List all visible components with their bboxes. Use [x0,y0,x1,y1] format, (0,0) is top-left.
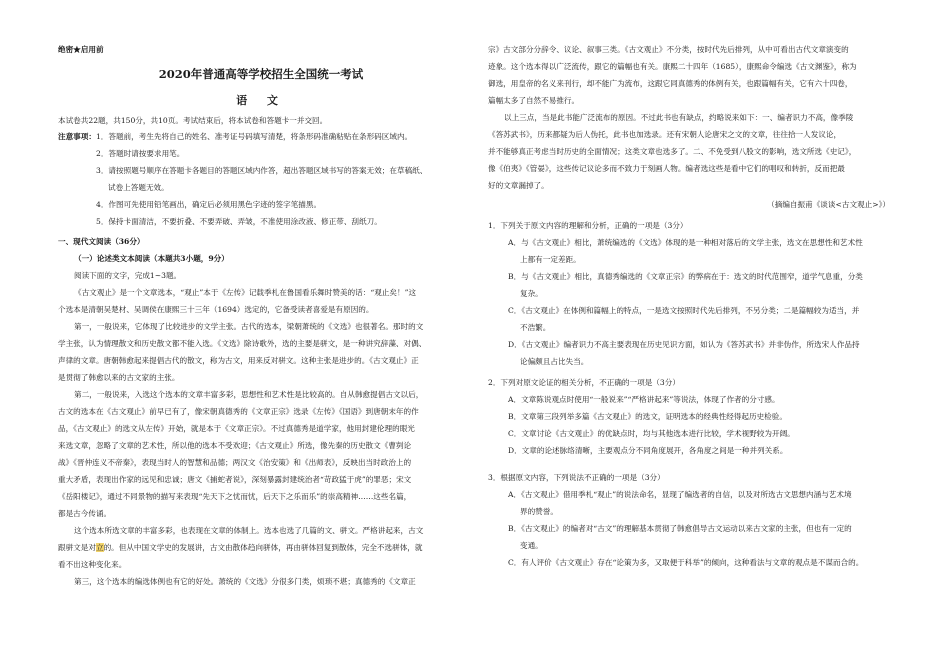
passage-line: 个选本是清朝吴楚材、吴调侯在康熙三十三年（1694）选定的，它备受读者喜爱是有原因的。 [58,305,374,314]
q2-option-c: C．文章讨论《古文观止》的优缺点时，均与其他选本进行比较，学术视野较为开阔。 [508,429,795,438]
passage-line: 御选，用皇帝的名义来刊行，却不能广为流布，这跟它同真德秀的体例有关，也跟篇幅有关，它有六十四卷， [488,79,853,88]
passage-line: 是贯彻了韩愈以来的古文家的主张。 [58,373,180,382]
question-3-stem: 3．根据原文内容，下列说法不正确的一项是（3分） [488,473,665,482]
passage-line: 《答苏武书》，历来都疑为后人伪托，此书也加选录。还有宋朝人论唐宋之文的文章，往往拾一人发议论， [488,130,842,139]
passage-line: 古文的选本在《古文观止》前早已有了，像宋朝真德秀的《文章正宗》选录《左传》《国语》到唐朝末年的作 [58,407,419,416]
q1-option-d-cont: 论偏颇且占比失当。 [520,357,589,366]
q3-option-b-cont: 变通。 [520,541,543,550]
q3-option-a-cont: 界的赞誉。 [520,507,558,516]
q1-option-b-cont: 复杂。 [520,289,543,298]
question-2-stem: 2．下列对原文论证的相关分析，不正确的一项是（3分） [488,378,680,387]
sub-section-heading: （一）论述类文本阅读（本题共3小题，9分） [74,254,229,263]
passage-line: 声律的文章。唐朝韩愈起来提倡古代的散文，称为古文，用来反对骈文。这种主张是进步的。《古文观止》正 [58,356,419,365]
passage-line: 这个选本所选文章的丰富多彩，也表现在文章的体制上。选本也选了几篇的文、骈文。严格讲起来，古文 [74,526,424,535]
highlighted-word: 立 [95,543,104,552]
passage-line: 好的文章漏掉了。 [488,181,549,190]
passage-source: （摘编自振甫《谈谈<古文观止>》） [767,200,890,209]
note-item-1: 1．答题前，考生先将自己的姓名、准考证号码填写清楚，将条形码准确粘贴在条形码区域内。 [95,132,413,141]
q2-option-a: A．文章陈说观点时使用“一般说来”“严格讲起来”等说法，体现了作者的分寸感。 [508,395,780,404]
passage-text: 跟骈文是对 [58,543,96,552]
note-item-2: 2．答题时请按要求用笔。 [96,149,185,158]
q1-option-c-cont: 不浩繁。 [520,323,551,332]
passage-line: 学主张，认为情理散文和历史散文都不能入选。《文选》除诗歌外，选的主要是骈文，是一种讲究辞藻、对偶、 [58,339,427,348]
q1-option-d: D．《古文观止》编者识力不高主要表现在历史见识方面，如认为《答苏武书》并非伪作，所选宋人作品持 [508,340,860,349]
q2-option-d: D．文章的论述脉络清晰，主要观点分不同角度展开，各角度之间是一种并列关系。 [508,446,788,455]
passage-line: 以上三点，当是此书能广泛流布的原因。不过此书也有缺点，约略说来如下：一、编者识力不高，像季陵 [504,113,854,122]
section-heading: 一、现代文阅读（36分） [58,237,145,246]
note-item-3: 3．请按照题号顺序在答题卡各题目的答题区域内作答，超出答题区域书写的答案无效；在草稿纸、 [96,166,428,175]
exam-title: 2020年普通高等学校招生全国统一考试 [158,67,364,81]
notes-line-1 [58,131,464,142]
passage-line: 战》《晋仲连义不帝秦》，表现当时人的智慧和品德；两汉文《治安策》和《出师表》，反映出当时政治上的 [58,458,412,467]
passage-text: 的。但从中国文学史的发展讲，古文由散体趋向骈体，再由骈体回复到散体，完全不选骈体，就 [103,543,423,552]
passage-line: 来选文章，忽略了文章的艺术性，所以他的选本不受欢迎；《古文观止》所选，像先秦的历史散文《曹刿论 [58,441,412,450]
passage-line: 像《伯夷》《管晏》，这些传记议论多而不致力于刻画人物。编者选这些是看中它们的唱叹和转折，反而把最 [488,164,845,173]
question-1-stem: 1．下列关于原文内容的理解和分析，正确的一项是（3分） [488,221,688,230]
passage-line: 宗》古文部分分辞令、议论、叙事三类。《古文观止》不分类，按时代先后排列，从中可看出古代文章演变的 [488,45,849,54]
passage-line: 《古文观止》是一个文章选本，“观止”本于《左传》记载季札在鲁国看乐舞时赞美的话：“观止矣！”这 [74,288,417,297]
passage-line: 并不能够真正考虑当时历史的全面情况；这类文章也选多了。二、不免受到八股文的影响，选文所选《史记》， [488,147,857,156]
passage-line: 第三，这个选本的编选体例也有它的好处。萧统的《文选》分很多门类，烦琐不堪；真德秀的《文章正 [74,577,416,586]
passage-line: 篇幅太多了自然不易推行。 [488,96,580,105]
passage-line: 第一，一般说来，它体现了比较进步的文学主张。古代的选本，梁朝萧统的《文选》也很著名。那时的文 [74,322,424,331]
passage-line: 迹象。这个选本得以广泛流传，跟它的篇幅也有关。康熙二十四年（1685），康熙命令编选《古文渊鉴》，称为 [488,62,857,71]
secret-label: 绝密★启用前 [58,45,104,54]
q2-option-b: B．文章第三段列举多篇《古文观止》的选文，证明选本的经典性经得起历史检验。 [508,412,787,421]
passage-line: 品，《古文观止》的选文从左传》开始，就是本于《文章正宗》。不过真德秀是道学家，他用封建伦理的眼光 [58,424,415,433]
note-item-3-cont: 试卷上答题无效。 [108,183,169,192]
passage-line: 看不出这种变化来。 [58,560,127,569]
passage-line: 都是古今传诵。 [58,509,112,518]
q1-option-a-cont: 上都有一定差距。 [520,255,581,264]
q1-option-b: B．与《古文观止》相比，真德秀编选的《文章正宗》的弊病在于：选文的时代范围窄，道学气息重，分类 [508,272,863,281]
exam-info: 本试卷共22题，共150分，共10页。考试结束后，将本试卷和答题卡一并交回。 [58,116,328,125]
passage-line: 重大矛盾，表现出作家的远见和忠诚；唐文《捕蛇者说》，深刻暴露封建统治者“苛政猛于虎”的罪恶；宋文 [58,475,412,484]
q1-option-a: A．与《古文观止》相比，萧统编选的《文选》体现的是一种相对落后的文学主张，选文在思想性和艺术性 [508,238,863,247]
subject-title: 语 文 [236,94,286,107]
reading-instruction: 阅读下面的文字，完成1~3题。 [74,271,182,280]
notes-label: 注意事项： [58,132,96,141]
q3-option-c: C．有人评价《古文观止》存在“论策为多，又取便于科举”的倾向，这种看法与文章的观点是不谋而合的。 [508,558,864,567]
passage-line-with-highlight [58,542,464,553]
q1-option-c: C．《古文观止》在体例和篇幅上的特点，一是选文按照时代先后排列，不另分类；二是篇幅较为适当，并 [508,306,860,315]
passage-line: 《岳阳楼记》，通过不同景物的描写来表现“先天下之忧而忧，后天下之乐而乐”的崇高精神……这些名篇， [58,492,412,501]
passage-line: 第二，一般说来，入选这个选本的文章丰富多彩，思想性和艺术性是比较高的。自从韩愈提倡古文以后， [74,390,424,399]
q3-option-a: A．《古文观止》借用季札“观止”的说法命名，显现了编选者的自信，以及对所选古文思想内涵与艺术境 [508,490,852,499]
note-item-4: 4．作图可先使用铅笔画出，确定后必须用黑色字迹的签字笔描黑。 [96,200,322,209]
q3-option-b: B．《古文观止》的编者对“古文”的理解基本贯彻了韩愈倡导古文运动以来古文家的主张，但也有一定的 [508,524,852,533]
note-item-5: 5．保持卡面清洁，不要折叠、不要弄破、弄皱，不准使用涂改液、修正带、刮纸刀。 [96,217,382,226]
